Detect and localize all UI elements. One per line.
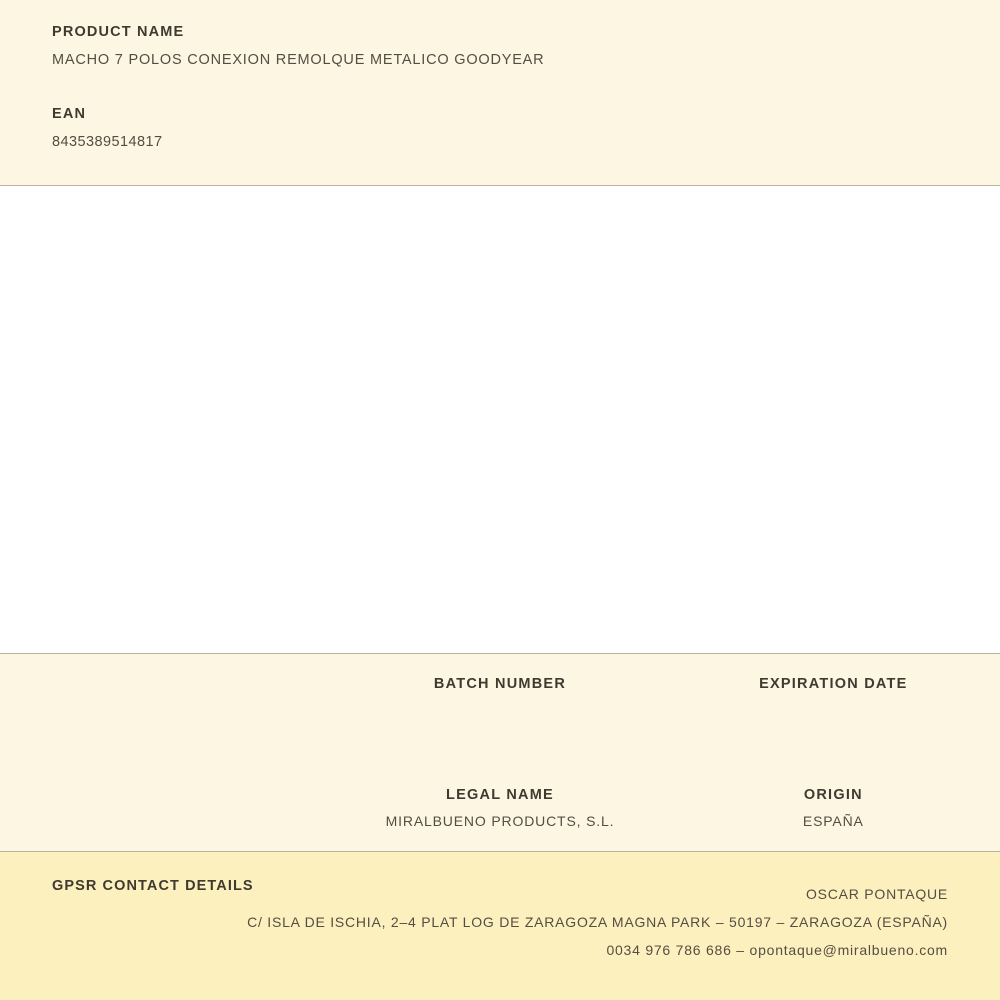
batch-number-value xyxy=(333,702,666,719)
gpsr-contact-phone-email: 0034 976 786 686 – opontaque@miralbueno.com xyxy=(606,942,948,958)
expiration-date-label: EXPIRATION DATE xyxy=(759,676,908,692)
product-name-value: MACHO 7 POLOS CONEXION REMOLQUE METALICO GOODYEAR xyxy=(52,52,545,68)
gpsr-contact-title: GPSR CONTACT DETAILS xyxy=(52,878,254,894)
row-spacer-left xyxy=(0,676,333,719)
product-image-area xyxy=(0,186,1000,654)
batch-number-field xyxy=(333,676,666,719)
product-details-section xyxy=(0,654,1000,852)
origin-label: ORIGIN xyxy=(803,787,863,803)
ean-label: EAN xyxy=(52,106,87,122)
expiration-date-field xyxy=(667,676,1000,719)
gpsr-contact-section xyxy=(0,852,1000,1000)
ean-field xyxy=(52,106,1000,150)
ean-value: 8435389514817 xyxy=(52,134,163,150)
legal-name-label: LEGAL NAME xyxy=(446,787,554,803)
batch-number-label: BATCH NUMBER xyxy=(433,676,567,692)
legal-name-value: MIRALBUENO PRODUCTS, S.L. xyxy=(385,813,615,829)
product-header-section xyxy=(0,0,1000,186)
gpsr-contact-address: C/ ISLA DE ISCHIA, 2–4 PLAT LOG DE ZARAGOZA MAGNA PARK – 50197 – ZARAGOZA (ESPAÑA) xyxy=(247,914,948,930)
origin-field xyxy=(667,787,1000,830)
expiration-date-value xyxy=(667,702,1000,719)
batch-expiration-row xyxy=(0,676,1000,719)
gpsr-contact-name: OSCAR PONTAQUE xyxy=(806,886,948,902)
legal-name-field xyxy=(333,787,666,830)
origin-value: ESPAÑA xyxy=(802,813,864,829)
legal-origin-row xyxy=(0,787,1000,830)
row-spacer-left-2 xyxy=(0,787,333,830)
product-name-field xyxy=(52,24,1000,68)
product-name-label: PRODUCT NAME xyxy=(52,24,185,40)
